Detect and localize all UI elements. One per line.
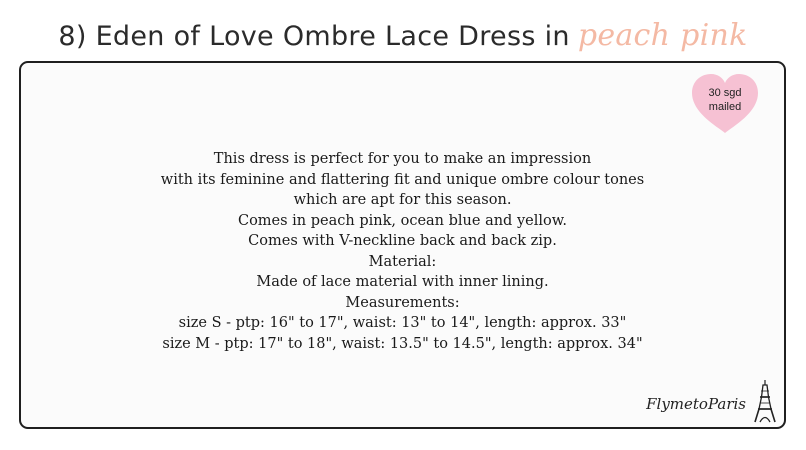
eiffel-tower-icon bbox=[754, 379, 776, 423]
description-line: Material: bbox=[368, 253, 437, 270]
brand-logo-text: FlymetoParis bbox=[646, 395, 746, 413]
title-color-accent: peach pink bbox=[577, 18, 748, 53]
title-main: 8) Eden of Love Ombre Lace Dress in bbox=[58, 21, 570, 52]
description-line: Made of lace material with inner lining. bbox=[256, 274, 549, 290]
description-line: size S - ptp: 16" to 17", waist: 13" to 14", length: approx. 33" bbox=[178, 315, 627, 331]
description-line: Comes in peach pink, ocean blue and yellow. bbox=[237, 212, 568, 229]
price-text bbox=[690, 86, 760, 114]
product-card bbox=[19, 61, 786, 429]
page-title bbox=[0, 18, 806, 53]
price-badge bbox=[690, 73, 760, 135]
description-line: This dress is perfect for you to make an impression bbox=[213, 151, 592, 167]
price-amount: 30 sgd bbox=[708, 87, 742, 99]
description-line: Comes with V-neckline back and back zip. bbox=[248, 233, 557, 249]
product-description bbox=[21, 149, 784, 354]
description-line: Measurements: bbox=[345, 294, 460, 311]
price-shipping-note: mailed bbox=[708, 101, 742, 113]
description-line: which are apt for this season. bbox=[293, 192, 512, 208]
description-line: with its feminine and flattering fit and unique ombre colour tones bbox=[160, 171, 645, 188]
description-line: size M - ptp: 17" to 18", waist: 13.5" to 14.5", length: approx. 34" bbox=[162, 335, 643, 352]
